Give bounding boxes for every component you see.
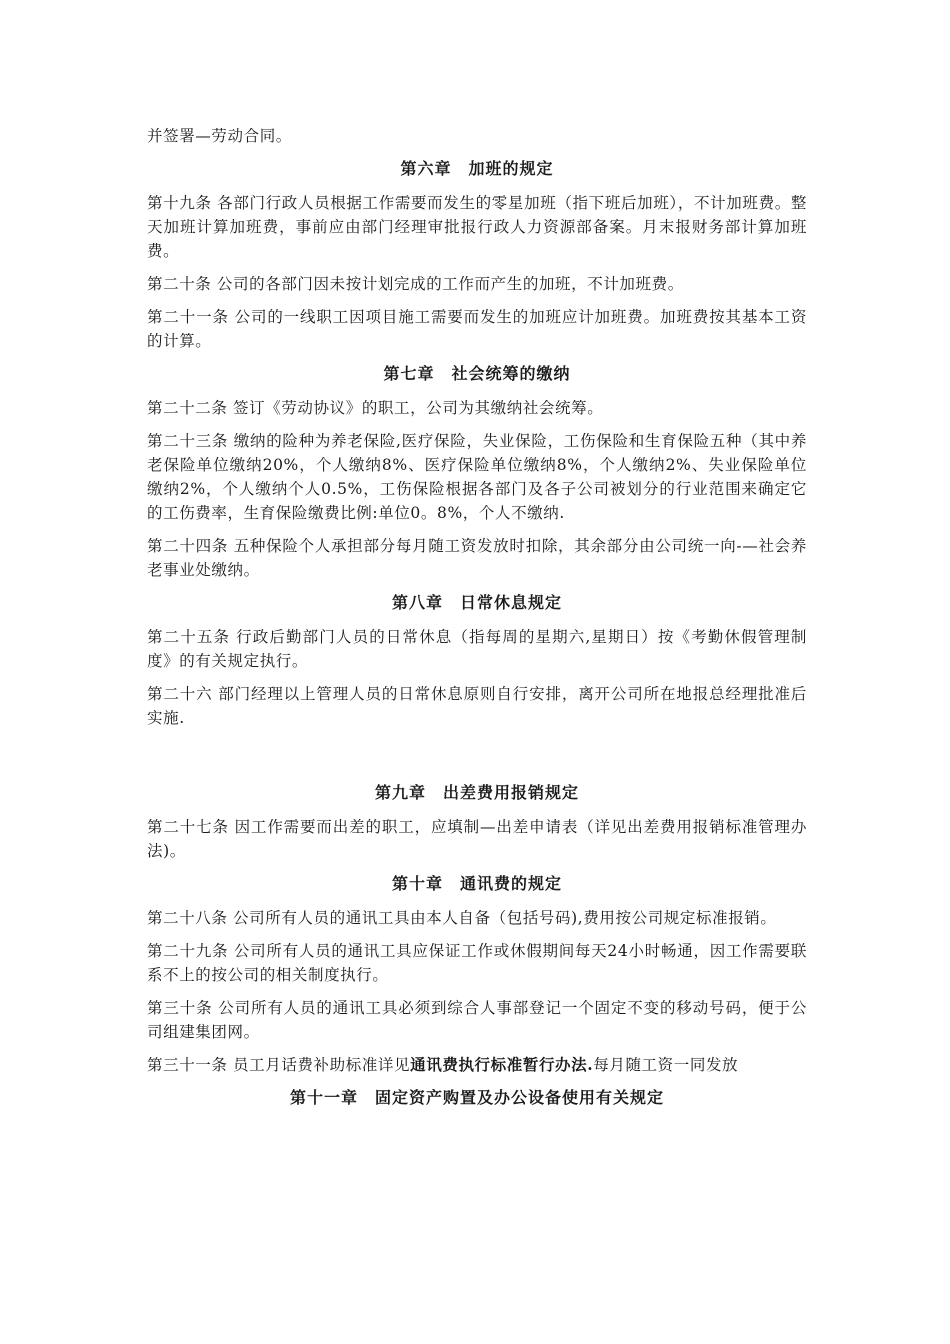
article-29: 第二十九条 公司所有人员的通讯工具应保证工作或休假期间每天24小时畅通，因工作需要联系不上的按公司的相关制度执行。 (147, 942, 807, 984)
document-body (147, 124, 807, 1120)
article-22: 第二十二条 签订《劳动协议》的职工，公司为其缴纳社会统筹。 (147, 399, 604, 417)
article-20: 第二十条 公司的各部门因未按计划完成的工作而产生的加班，不计加班费。 (147, 275, 684, 293)
article-24: 第二十四条 五种保险个人承担部分每月随工资发放时扣除，其余部分由公司统一向-—社会养老事业处缴纳。 (147, 537, 807, 579)
article-27: 第二十七条 因工作需要而出差的职工，应填制—出差申请表（详见出差费用报销标准管理办法)。 (147, 818, 807, 860)
article-30: 第三十条 公司所有人员的通讯工具必须到综合人事部登记一个固定不变的移动号码，便于公司组建集团网。 (147, 999, 807, 1041)
article-31 (147, 1053, 807, 1077)
chapter-8-heading: 第八章 日常休息规定 (391, 593, 562, 612)
paragraph-contract: 并签署—劳动合同。 (147, 127, 292, 145)
chapter-11-heading: 第十一章 固定资产购置及办公设备使用有关规定 (289, 1088, 664, 1107)
article-25: 第二十五条 行政后勤部门人员的日常休息（指每周的星期六,星期日）按《考勤休假管理制度》的有关规定执行。 (147, 628, 807, 670)
article-31-text: 第三十一条 员工月话费补助标准详见 (147, 1056, 411, 1074)
section-gap (147, 739, 807, 775)
article-28: 第二十八条 公司所有人员的通讯工具由本人自备（包括号码),费用按公司规定标准报销。 (147, 909, 777, 927)
article-23: 第二十三条 缴纳的险种为养老保险,医疗保险，失业保险，工伤保险和生育保险五种（其中养老保险单位缴纳20%，个人缴纳8%、医疗保险单位缴纳8%，个人缴纳2%、失业保险单位缴纳2%，个人缴纳个人0.5%，工伤保险根据各部门及各子公司被划分的行业范围来确定它的工伤费率，生育保险缴费比例:单位0。8%，个人不缴纳. (147, 432, 807, 522)
article-31-tail: 每月随工资一同发放 (593, 1056, 739, 1074)
article-31-bold-ref: 通讯费执行标准暂行办法. (410, 1055, 594, 1074)
article-19: 第十九条 各部门行政人员根据工作需要而发生的零星加班（指下班后加班），不计加班费。整天加班计算加班费，事前应由部门经理审批报行政人力资源部备案。月末报财务部计算加班费。 (147, 194, 807, 260)
article-21: 第二十一条 公司的一线职工因项目施工需要而发生的加班应计加班费。加班费按其基本工资的计算。 (147, 308, 807, 350)
chapter-6-heading: 第六章 加班的规定 (400, 159, 554, 178)
chapter-7-heading: 第七章 社会统筹的缴纳 (383, 364, 571, 383)
article-26: 第二十六 部门经理以上管理人员的日常休息原则自行安排，离开公司所在地报总经理批准后实施. (147, 685, 807, 727)
chapter-10-heading: 第十章 通讯费的规定 (391, 874, 562, 893)
chapter-9-heading: 第九章 出差费用报销规定 (374, 783, 579, 802)
